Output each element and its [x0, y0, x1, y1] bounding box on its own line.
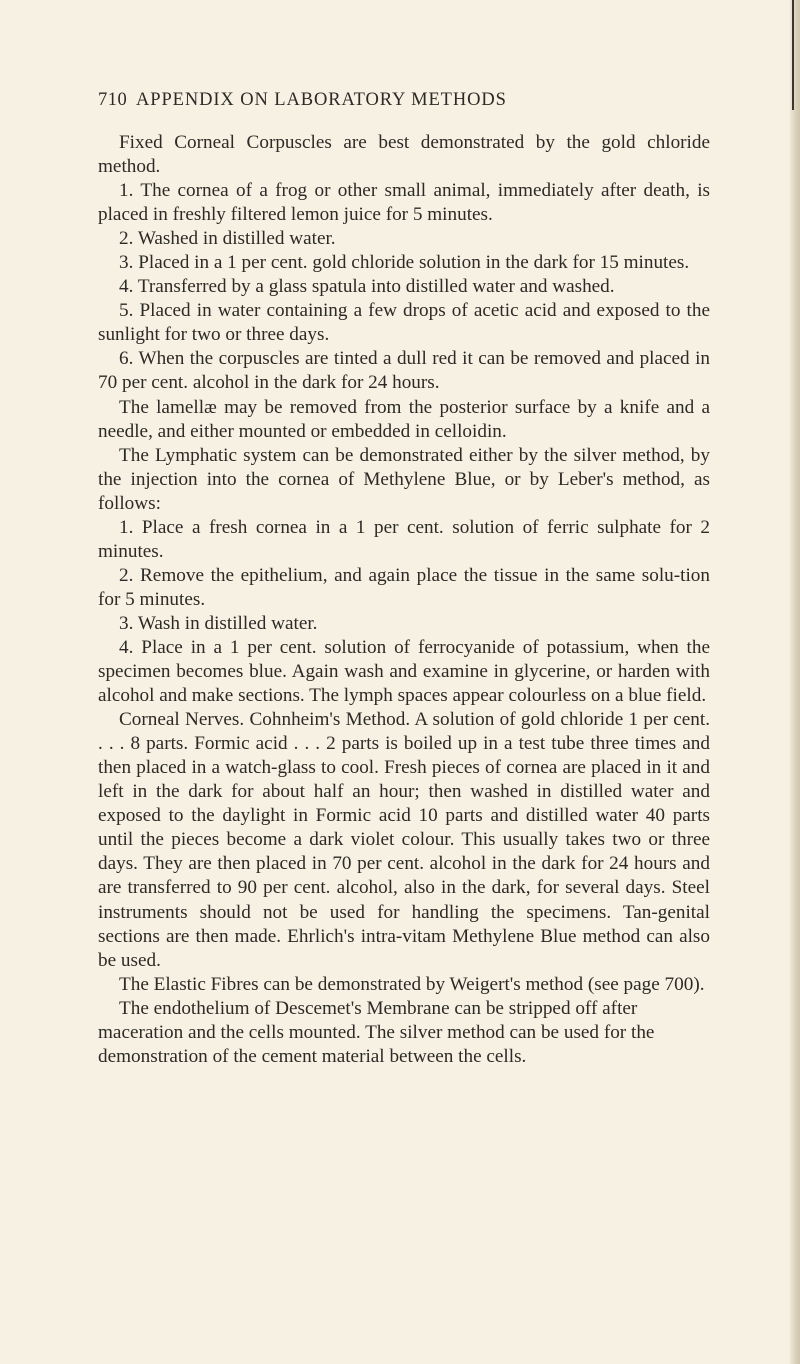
paragraph-lamellae: The lamellæ may be removed from the posterior surface by a knife and a needle, and either mounted or embedded in celloidin. [98, 396, 710, 442]
step-3-gold-chloride: 3. Placed in a 1 per cent. gold chloride solution in the dark for 15 minutes. [119, 252, 690, 274]
paragraph-lymphatic-system: The Lymphatic system can be demonstrated either by the silver method, by the injection into the cornea of Methylene Blue, or by Leber's method, as follows: [98, 444, 710, 514]
step-6-alcohol: 6. When the corpuscles are tinted a dull red it can be removed and placed in 70 per cent. alcohol in the dark for 24 hours. [98, 348, 710, 394]
page-number: 710 [98, 90, 128, 110]
step-2-wash: 2. Washed in distilled water. [119, 228, 336, 250]
lymph-step-4: 4. Place in a 1 per cent. solution of ferrocyanide of potassium, when the specimen becomes blue. Again wash and examine in glycerine, or harden with alcohol and make sections. The lymph spaces appear colourless on a blue field. [98, 636, 710, 707]
lymph-step-1: 1. Place a fresh cornea in a 1 per cent. solution of ferric sulphate for 2 minutes. [98, 516, 710, 562]
paragraph-elastic-fibres: The Elastic Fibres can be demonstrated by Weigert's method (see page 700). [119, 973, 705, 995]
binding-line [792, 0, 794, 110]
page-header [98, 90, 708, 114]
running-title: APPENDIX ON LABORATORY METHODS [136, 90, 507, 110]
lymph-step-3: 3. Wash in distilled water. [119, 612, 318, 634]
step-1-lemon-juice: 1. The cornea of a frog or other small animal, immediately after death, is placed in freshly filtered lemon juice for 5 minutes. [98, 180, 710, 226]
lymph-step-2: 2. Remove the epithelium, and again place the tissue in the same solu-tion for 5 minutes. [98, 564, 710, 610]
paragraph-descemet-membrane: The endothelium of Descemet's Membrane can be stripped off after maceration and the cells mounted. The silver method can be used for the demonstration of the cement material between the cells. [98, 997, 655, 1067]
step-5-acetic-acid: 5. Placed in water containing a few drops of acetic acid and exposed to the sunlight for two or three days. [98, 300, 710, 346]
page-edge [790, 0, 800, 1364]
paragraph-fixed-corneal-corpuscles: Fixed Corneal Corpuscles are best demonstrated by the gold chloride method. [98, 132, 710, 178]
step-4-transfer: 4. Transferred by a glass spatula into distilled water and washed. [119, 276, 615, 298]
body-text [98, 131, 710, 1069]
paragraph-corneal-nerves: Corneal Nerves. Cohnheim's Method. A solution of gold chloride 1 per cent. . . . 8 parts. Formic acid . . . 2 parts is boiled up in a test tube three times and then placed in a watch-glass to cool. Fresh pieces of cornea are placed in it and left in the dark for about half an hour; then washed in distilled water and exposed to the daylight in Formic acid 10 parts and distilled water 40 parts until the pieces become a dark violet colour. This usually takes two or three days. They are then placed in 70 per cent. alcohol in the dark for 24 hours and are transferred to 90 per cent. alcohol, also in the dark, for several days. Steel instruments should not be used for handling the specimens. Tan-genital sections are then made. Ehrlich's intra-vitam Methylene Blue method can also be used. [98, 709, 710, 971]
